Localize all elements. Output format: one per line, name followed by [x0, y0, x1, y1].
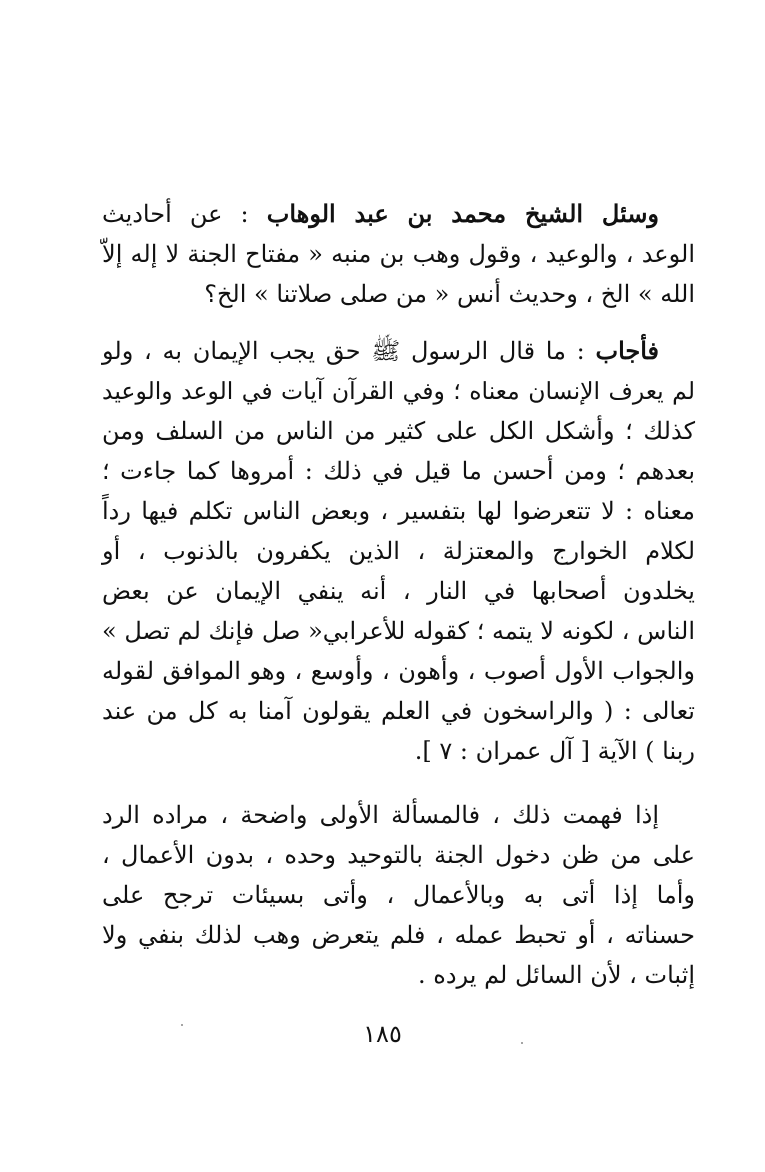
scan-speck [521, 1042, 523, 1044]
answer-line-4: بعدهم ؛ ومن أحسن ما قيل في ذلك : أمروها كما جاءت ؛ [102, 457, 695, 485]
question-paragraph [102, 194, 695, 314]
question-line-2: الوعد ، والوعيد ، وقول وهب بن منبه « مفتاح الجنة لا إله إلاّ [102, 240, 695, 268]
answer-line-10: تعالى : ( والراسخون في العلم يقولون آمنا به كل من عند [102, 697, 695, 725]
answer-line-11: ربنا ) الآية [ آل عمران : ٧ ]. [414, 737, 695, 765]
answer-line-3: كذلك ؛ وأشكل الكل على كثير من الناس من السلف ومن [102, 417, 695, 445]
closing-paragraph [102, 795, 695, 995]
answer-line-5: معناه : لا تتعرضوا لها بتفسير ، وبعض الناس تكلم فيها رداً [102, 497, 695, 525]
closing-line-4: حسناته ، أو تحبط عمله ، فلم يتعرض وهب لذلك بنفي ولا [102, 921, 695, 949]
answer-line-2: لم يعرف الإنسان معناه ؛ وفي القرآن آيات في الوعد والوعيد [102, 377, 695, 405]
page-number: ١٨٥ [363, 1020, 402, 1048]
scan-speck [181, 1024, 183, 1026]
answer-paragraph [102, 331, 695, 771]
question-line-1 [102, 194, 695, 234]
closing-line-5: إثبات ، لأن السائل لم يرده . [418, 961, 695, 989]
answer-line-9: والجواب الأول أصوب ، وأهون ، وأوسع ، وهو الموافق لقوله [102, 657, 695, 685]
answer-line-1-text: : ما قال الرسول ﷺ حق يجب الإيمان به ، ولو [102, 337, 596, 365]
question-lead: وسئل الشيخ محمد بن عبد الوهاب [266, 199, 660, 228]
answer-line-7: يخلدون أصحابها في النار ، أنه ينفي الإيمان عن بعض [102, 577, 695, 605]
closing-line-1: إذا فهمت ذلك ، فالمسألة الأولى واضحة ، مراده الرد [102, 801, 659, 829]
question-line-3: الله » الخ ، وحديث أنس « من صلى صلاتنا » الخ؟ [204, 280, 695, 308]
closing-line-2: على من ظن دخول الجنة بالتوحيد وحده ، بدون الأعمال ، [102, 841, 695, 869]
answer-line-6: لكلام الخوارج والمعتزلة ، الذين يكفرون بالذنوب ، أو [102, 537, 695, 565]
closing-line-3: وأما إذا أتى به وبالأعمال ، وأتى بسيئات ترجح على [102, 881, 695, 909]
question-line-1-text: : عن أحاديث [102, 200, 267, 228]
answer-lead: فأجاب [595, 336, 659, 365]
answer-line-1 [102, 331, 695, 371]
answer-line-8: الناس ، لكونه لا يتمه ؛ كقوله للأعرابي« صل فإنك لم تصل » [102, 617, 695, 645]
